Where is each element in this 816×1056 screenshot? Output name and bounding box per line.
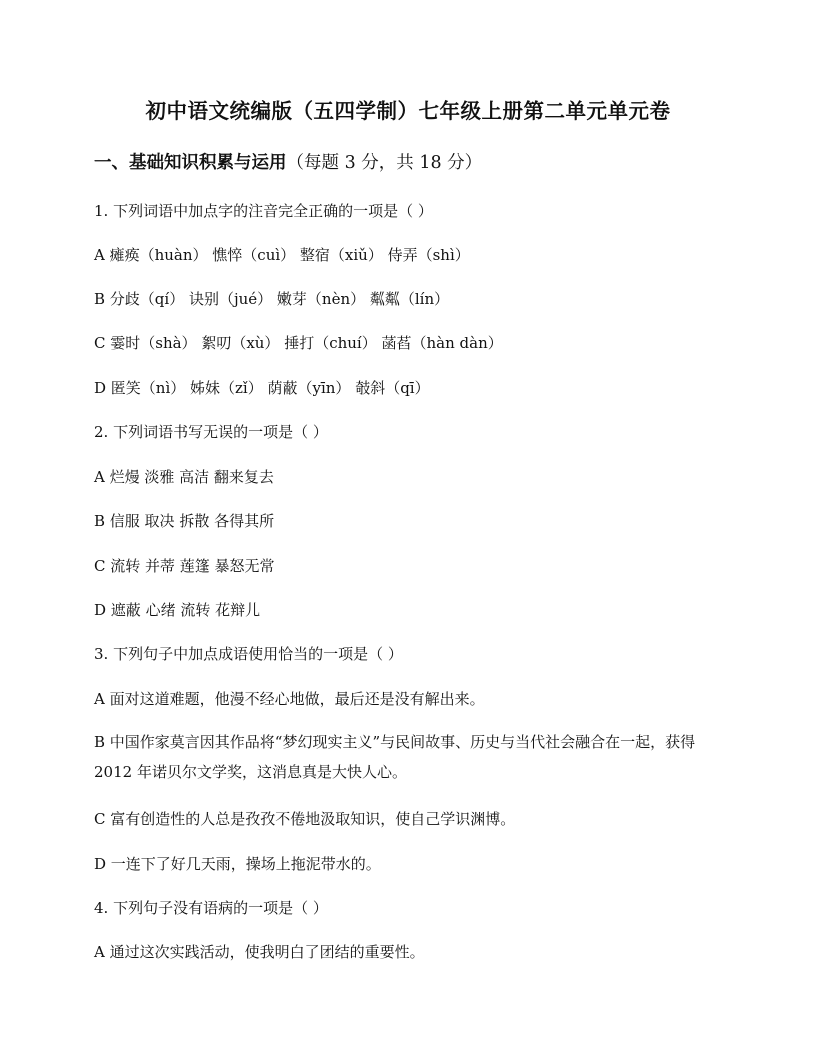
question-4-stem: 4. 下列句子没有语病的一项是（ ）: [94, 899, 328, 917]
question-2-stem: 2. 下列词语书写无误的一项是（ ）: [94, 423, 328, 441]
question-2-option-c: C 流转 并蒂 莲篷 暴怒无常: [94, 557, 275, 575]
question-1-option-a: A 瘫痪（huàn） 憔悴（cuì） 整宿（xiǔ） 侍弄（shì）: [94, 246, 470, 264]
question-1-option-d: D 匿笑（nì） 姊妹（zǐ） 荫蔽（yīn） 攲斜（qī）: [94, 379, 430, 397]
question-1-option-c: C 霎时（shà） 絮叨（xù） 捶打（chuí） 菡萏（hàn dàn）: [94, 334, 503, 352]
document-title: 初中语文统编版（五四学制）七年级上册第二单元单元卷: [145, 99, 671, 123]
question-3-option-a: A 面对这道难题，他漫不经心地做，最后还是没有解出来。: [94, 690, 485, 708]
question-1-option-b: B 分歧（qí） 诀别（jué） 嫩芽（nèn） 粼粼（lín）: [94, 290, 450, 308]
question-3-option-d: D 一连下了好几天雨，操场上拖泥带水的。: [94, 855, 381, 873]
question-1-stem: 1. 下列词语中加点字的注音完全正确的一项是（ ）: [94, 202, 433, 220]
question-3-stem: 3. 下列句子中加点成语使用恰当的一项是（ ）: [94, 645, 403, 663]
section-heading-text: 一、基础知识积累与运用: [94, 153, 287, 173]
question-4-option-a: A 通过这次实践活动，使我明白了团结的重要性。: [94, 943, 425, 961]
question-3-option-b: B 中国作家莫言因其作品将“梦幻现实主义”与民间故事、历史与当代社会融合在一起，获得 2012 年诺贝尔文学奖，这消息真是大快人心。: [94, 733, 696, 781]
question-3-option-c: C 富有创造性的人总是孜孜不倦地汲取知识，使自己学识渊博。: [94, 810, 516, 828]
question-2-option-a: A 烂熳 淡雅 高洁 翻来复去: [94, 468, 274, 486]
section-heading: [94, 149, 482, 174]
question-2-option-b: B 信服 取决 拆散 各得其所: [94, 512, 275, 530]
section-score-note: （每题 3 分，共 18 分）: [286, 153, 483, 173]
question-2-option-d: D 遮蔽 心绪 流转 花辩儿: [94, 601, 261, 619]
